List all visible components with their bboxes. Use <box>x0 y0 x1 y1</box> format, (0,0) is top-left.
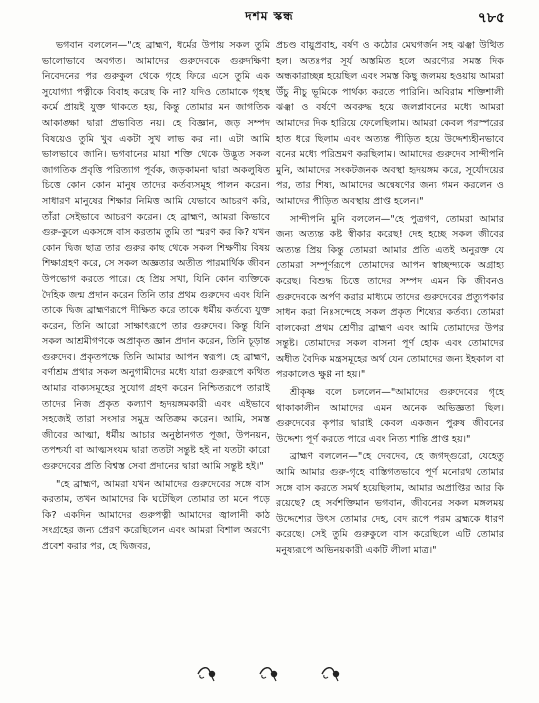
page-number: ৭৮৫ <box>477 10 505 26</box>
paragraph: ভগবান বললেন—"হে ব্রাহ্মণ, ধর্মের উপায় সকল তুমি ভালোভাবে অবগত। আমাদের গুরুদেবকে গুরুদক্ষিণা নিবেদনের পর গুরুকুল থেকে গৃহে ফিরে এসে তুমি এক সুযোগ্যা পত্নীকে বিবাহ করেছ কি না? যদিও তোমাকে গৃহস্থ কর্মে প্রায়ই যুক্ত থাকতে হয়, কিন্তু তোমার মন জাগতিক আকাঙ্ক্ষা দ্বারা প্রভাবিত নয়। হে বিজ্ঞান, জড় সম্পদ বিষয়েও তুমি খুব একটা সুখ লাভ কর না। এটা আমি ভালভাবে জানি। ভগবানের মায়া শক্তি থেকে উদ্ভূত সকল জাগতিক প্রবৃত্তি পরিত্যাগ পূর্বক, জড়কামনা দ্বারা অকলুষিত চিত্তে কোন কোন মানুষ তাদের কর্তব্যসমূহ পালন করেন। সাধারণ মানুষের শিক্ষার নিমিত্ত আমি যেভাবে আচরণ করি, তাঁরা সেইভাবে আচরণ করেন। হে ব্রাহ্মণ, আমরা কিভাবে গুরু-কুলে একসঙ্গে বাস করতাম তুমি তা স্মরণ কর কি? যখন কোন দ্বিজ ছাত্র তার গুরুর কাছ থেকে সকল শিক্ষণীয় বিষয় শিক্ষাগ্রহণ করে, সে সকল অজ্ঞতার অতীত পারমার্থিক জীবন উপভোগ করতে পারে। হে প্রিয় সখা, যিনি কোন ব্যক্তিকে দৈহিক জন্ম প্রদান করেন তিনি তার প্রথম গুরুদেব এবং যিনি তাকে দ্বিজ ব্রাহ্মণরূপে দীক্ষিত করে তাকে ধর্মীয় কর্তব্যে যুক্ত করেন, তিনি আরো সাক্ষাৎরূপে তার গুরুদেব। কিন্তু যিনি সকল আশ্রমীগণকে অপ্রাকৃত জ্ঞান প্রদান করেন, তিনি চূড়ান্ত গুরুদেব। প্রকৃতপক্ষে তিনি আমার আপন স্বরূপ। হে ব্রাহ্মণ, বর্ণাশ্রম প্রথার সকল অনুগামীদের মধ্যে যারা গুরুরূপে কথিত আমার বাক্যসমূহের সুযোগ গ্রহণ করেন নিশ্চিতরূপে তারাই তাদের নিজ প্রকৃত কল্যাণ হৃদয়ঙ্গমকারী এবং এইভাবে সহজেই তারা সংসার সমুদ্র অতিক্রম করেন। আমি, সমস্ত জীবের আত্মা, ধর্মীয় আচার অনুষ্ঠানগত পূজা, উপনয়ন, তপশ্চর্যা বা আত্মসংযম দ্বারা ততটা সন্তুষ্ট হই না যতটা কারো গুরুদেবের প্রতি বিশ্বস্ত সেবা প্রদানের দ্বারা আমি সন্তুষ্ট হই।" <box>42 40 270 473</box>
paragraph: প্রচণ্ড বায়ুপ্রবাহ, বর্ষণ ও কঠোর মেঘগর্জন সহ ঝঞ্ঝা উত্থিত হল। অতঃপর সূর্য অস্তমিত হলে অরণ্যের সমস্ত দিক অন্ধকারাচ্ছন্ন হয়েছিল এবং সমস্ত কিছু জলময় হওয়ায় আমরা উঁচু নীচু ভূমিকে পার্থক্য করতে পারিনি। অবিরাম শক্তিশালী ঝঞ্ঝা ও বর্ষণে অবরুদ্ধ হয়ে জলপ্লাবনের মধ্যে আমরা আমাদের দিক হারিয়ে ফেলেছিলাম। আমরা কেবল পরস্পরের হাত ধরে ছিলাম এবং অত্যন্ত পীড়িত হয়ে উদ্দেশ্যহীনভাবে বনের মধ্যে পরিভ্রমণ করছিলাম। আমাদের গুরুদেব সান্দীপনি মুনি, আমাদের সংকটজনক অবস্থা হৃদয়ঙ্গম করে, সূর্যোদয়ের পর, তার শিষ্য, আমাদের অন্বেষণের জন্য গমন করলেন ও আমাদের পীড়িত অবস্থায় প্রাপ্ত হলেন।" <box>276 40 504 207</box>
floral-ornament-icon <box>318 662 346 682</box>
running-head: দশম স্কন্ধ <box>245 9 294 23</box>
paragraph: শ্রীকৃষ্ণ বলে চললেন—"আমাদের গুরুদেবের গৃহে থাকাকালীন আমাদের এমন অনেক অভিজ্ঞতা ছিল। গুরুদেবের কৃপার দ্বারাই কেবল একজন পুরুষ জীবনের উদ্দেশ্য পূর্ণ করতে পারে এবং নিত্য শান্তি প্রাপ্ত হয়।" <box>276 387 504 445</box>
floral-ornament-icon <box>256 662 284 682</box>
right-column <box>276 38 504 561</box>
floral-ornament-icon <box>194 662 222 682</box>
paragraph: ব্রাহ্মণ বললেন—"হে দেবদেব, হে জগদ্গুরো, যেহেতু আমি আমার গুরু-গৃহে বাস্তিগতভাবে পূর্ণ মনোরথ তোমার সঙ্গে বাস করতে সমর্থ হয়েছিলাম, আমার অপ্রাপ্তির আর কি রয়েছে? হে সর্বশক্তিমান ভগবান, জীবনের সকল মঙ্গলময় উদ্দেশ্যের উৎস তোমার দেহ, বেদ রূপে পরম ব্রহ্মকে ধারণ করেছে। সেই তুমি গুরুকুলে বাস করেছিলে এটি তোমার মনুষ্যরূপে অভিনয়কারী একটি লীলা মাত্র।" <box>276 451 504 556</box>
left-column <box>42 38 270 557</box>
paragraph: সান্দীপনি মুনি বললেন—"হে পুত্রগণ, তোমরা আমার জন্য অত্যন্ত কষ্ট স্বীকার করেছ! দেহ হচ্ছে সকল জীবের অত্যন্ত প্রিয় কিন্তু তোমরা আমার প্রতি এতই অনুরক্ত যে তোমরা সম্পূর্ণরূপে তোমাদের আপন স্বাচ্ছন্দ্যকে অগ্রাহ্য করেছ। বিশুদ্ধ চিত্তে তাদের সম্পদ এমন কি জীবনও গুরুদেবকে অর্পণ করার মাধ্যমে তাদের গুরুদেবের প্রত্যুপকার সাধন করা নিঃসন্দেহে সকল প্রকৃত শিষ্যের কর্তব্য। তোমরা বালকেরা প্রথম শ্রেণীর ব্রাহ্মণ এবং আমি তোমাদের উপর সন্তুষ্ট। তোমাদের সকল বাসনা পূর্ণ হোক এবং তোমাদের অধীত বৈদিক মন্ত্রসমূহের অর্থ যেন তোমাদের জন্য ইহকাল বা পরকালেও ক্ষুণ্ণ না হয়।" <box>276 213 504 381</box>
footer-ornaments <box>0 662 539 686</box>
page-header <box>0 6 539 28</box>
paragraph: "হে ব্রাহ্মণ, আমরা যখন আমাদের গুরুদেবের সঙ্গে বাস করতাম, তখন আমাদের কি ঘটেছিল তোমার তা মনে পড়ে কি? একদিন আমাদের গুরুপত্নী আমাদের জ্বালানী কাঠ সংগ্রহের জন্য প্রেরণ করেছিলেন এবং আমরা বিশাল অরণ্যে প্রবেশ করার পর, হে দ্বিজবর, <box>42 478 270 552</box>
